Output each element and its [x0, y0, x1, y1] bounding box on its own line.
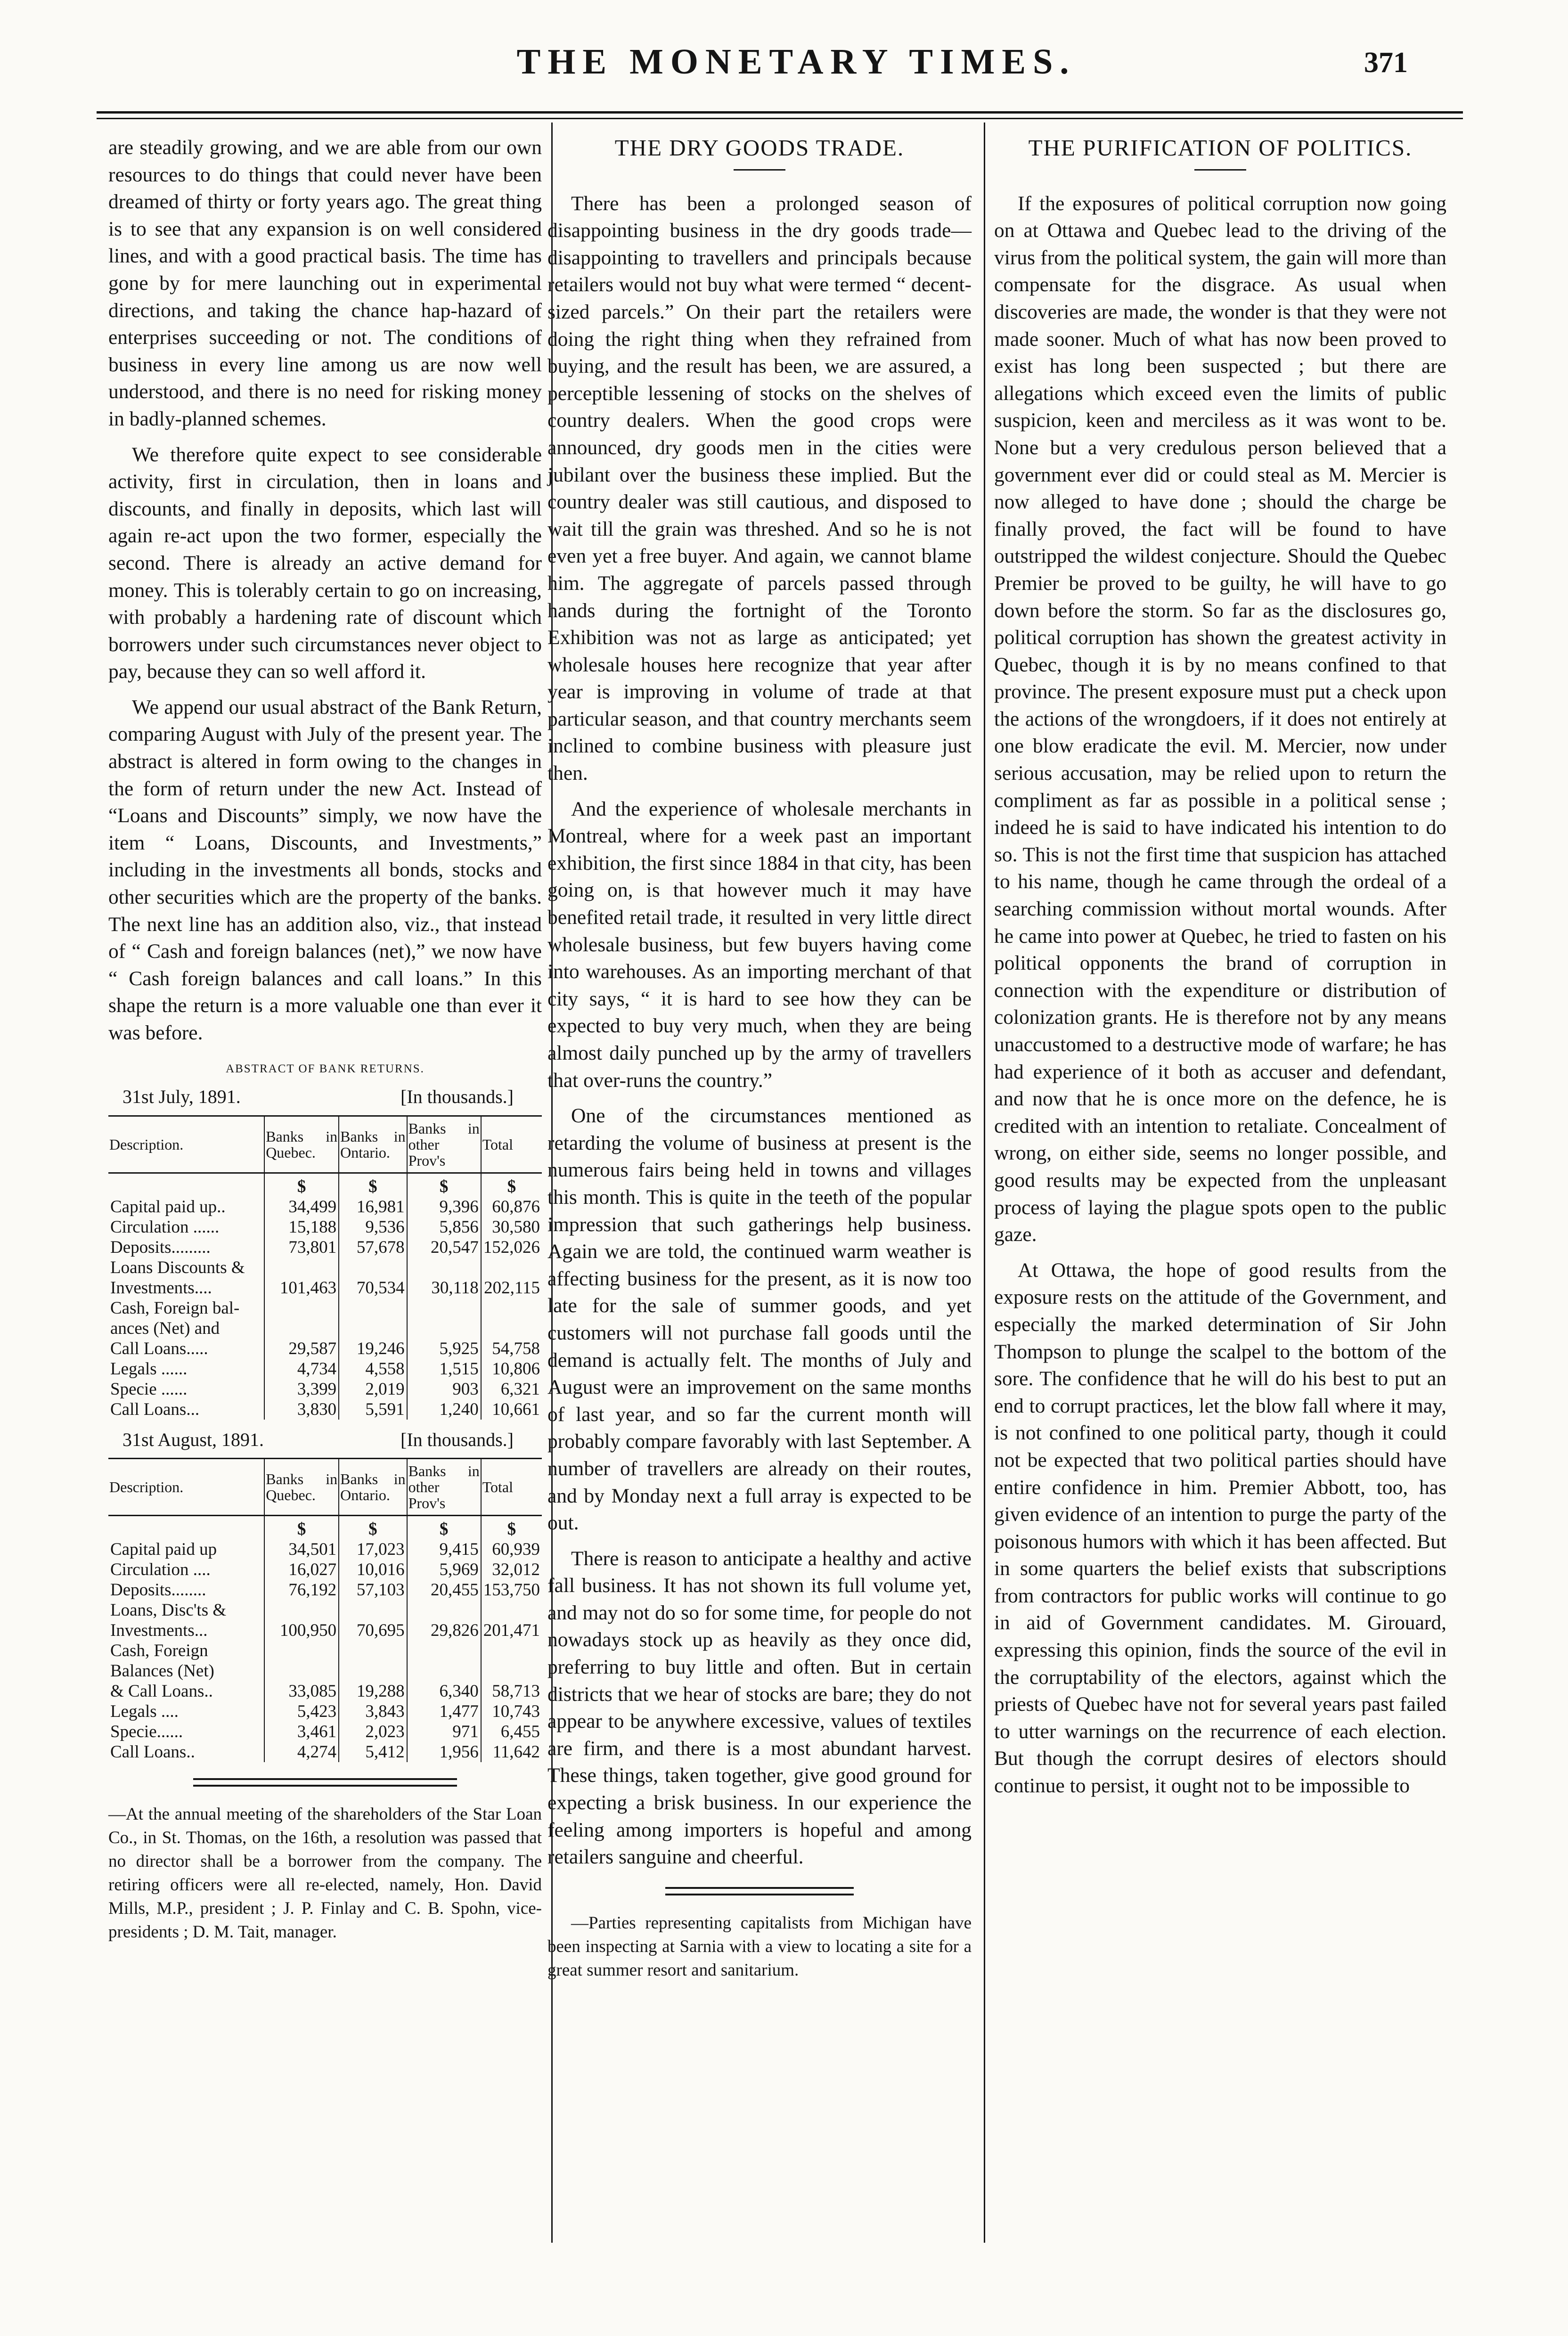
table-header-quebec: Banks in Quebec. — [264, 1116, 339, 1173]
table-cell — [264, 1641, 339, 1661]
table-1-caption — [108, 1083, 542, 1111]
table-cell: 32,012 — [481, 1560, 542, 1580]
table-unit-cell: $ — [264, 1173, 339, 1197]
table-row-label: ances (Net) and — [110, 1318, 220, 1338]
table-row — [108, 1681, 542, 1701]
table-row — [108, 1237, 542, 1258]
table-row — [108, 1258, 542, 1278]
table-cell: 3,399 — [264, 1379, 339, 1399]
table-cell: 2,023 — [339, 1722, 407, 1742]
table-body — [108, 1516, 542, 1763]
table-cell: 20,455 — [407, 1580, 481, 1600]
table-cell: 3,461 — [264, 1722, 339, 1742]
table-cell: 6,455 — [481, 1722, 542, 1742]
table-cell: 76,192 — [264, 1580, 339, 1600]
table-cell: 60,876 — [481, 1197, 542, 1217]
table-cell: 30,118 — [407, 1278, 481, 1298]
page-number: 371 — [1364, 47, 1408, 79]
col1-footnote: —At the annual meeting of the shareholders of the Star Loan Co., in St. Thomas, on the 16th, a resolution was passed that no director shall be a borrower from the company. The retiring officers were all re-elected, namely, Hon. David Mills, M.P., president ; J. P. Finlay and C. B. Spohn, vice-presidents ; D. M. Tait, manager. — [108, 1805, 542, 1942]
table-row — [108, 1217, 542, 1237]
table-header-ontario: Banks in Ontario. — [339, 1116, 407, 1173]
col1-paragraph: We append our usual abstract of the Bank Return, comparing August with July of the present year. The abstract is altered in form owing to the changes in the form of return under the new Act. Instead of “Loans and Discounts” simply, we now have the item “ Loans, Discounts, and Investments,” including in the investments all bonds, stocks and other securities which are the property of the banks. The next line has an addition also, viz., that instead of “ Cash and foreign balances (net),” we now have “ Cash foreign balances and call loans.” In this shape the return is a more valuable one than ever it was before. — [108, 695, 542, 1044]
table-header-total: Total — [481, 1116, 542, 1173]
table-cell: 3,830 — [264, 1399, 339, 1420]
table-cell: 10,016 — [339, 1560, 407, 1580]
table-cell — [407, 1661, 481, 1681]
table-1-date: 31st July, 1891. — [122, 1086, 241, 1108]
table-row — [108, 1359, 542, 1379]
table-cell — [481, 1258, 542, 1278]
table-row — [108, 1560, 542, 1580]
table-unit-cell: $ — [407, 1516, 481, 1540]
table-cell — [407, 1641, 481, 1661]
table-cell: 20,547 — [407, 1237, 481, 1258]
table-cell — [264, 1318, 339, 1339]
table-2-date: 31st August, 1891. — [122, 1429, 264, 1450]
table-cell: 10,743 — [481, 1701, 542, 1722]
table-cell — [339, 1641, 407, 1661]
table-cell — [264, 1600, 339, 1620]
table-row-label: & Call Loans.. — [110, 1682, 213, 1701]
table-cell: 29,587 — [264, 1339, 339, 1359]
table-cell: 34,501 — [264, 1539, 339, 1560]
table-cell — [407, 1600, 481, 1620]
table-cell: 58,713 — [481, 1681, 542, 1701]
table-cell: 10,806 — [481, 1359, 542, 1379]
table-cell — [407, 1318, 481, 1339]
table-row — [108, 1661, 542, 1681]
col1-paragraph: are steadily growing, and we are able from our own resources to do things that could never have been dreamed of thirty or forty years ago. The great thing is to see that any expansion is on well considered lines, and with a good practical basis. The time has gone by for mere launching out in experimental directions, and taking the chance hap-hazard of enterprises succeeding or not. The conditions of business in every line among us are now well understood, and there is no need for risking money in badly-planned schemes. — [108, 136, 542, 430]
table-cell: 57,678 — [339, 1237, 407, 1258]
headline-purification: THE PURIFICATION OF POLITICS. — [1028, 135, 1413, 161]
table-row-label: Deposits......... — [110, 1237, 211, 1257]
col2-paragraph: One of the circumstances mentioned as retarding the volume of business at present is the numerous fairs being held in towns and villages this month. This is quite in the teeth of the popular impression that such gatherings help business. Again we are told, the continued warm weather is affecting business for the present, as it is now too late for the sale of summer goods, and yet customers will not purchase fall goods until the demand is actually felt. The months of July and August were an improvement on the same months of last year, and so far the current month will probably compare favorably with last September. A number of travellers are already on their routes, and by Monday next a full array is expected to be out. — [547, 1104, 972, 1535]
col2-paragraph: And the experience of wholesale merchants in Montreal, where for a week past an important exhibition, the first since 1884 in that city, has been going on, is that however much it may have benefited retail trade, it resulted in very little direct wholesale business, but few buyers having come into warehouses. As an importing merchant of that city says, “ it is hard to see how they can be expected to buy very much, when they are being almost daily punched up by the army of travellers that over-runs the country.” — [547, 797, 972, 1092]
table-row-label: Specie...... — [110, 1722, 183, 1742]
table-row — [108, 1399, 542, 1420]
masthead-rule-top — [97, 111, 1463, 114]
table-row-label: Circulation ...... — [110, 1217, 220, 1237]
table-cell: 19,288 — [339, 1681, 407, 1701]
abstract-title: ABSTRACT OF BANK RETURNS. — [226, 1062, 425, 1075]
table-row-label: Capital paid up.. — [110, 1197, 226, 1217]
table-row — [108, 1339, 542, 1359]
table-cell: 54,758 — [481, 1339, 542, 1359]
table-header-quebec: Banks in Quebec. — [264, 1459, 339, 1516]
table-unit-cell: $ — [407, 1173, 481, 1197]
table-row — [108, 1722, 542, 1742]
table-cell — [339, 1600, 407, 1620]
bank-return-table-july — [108, 1115, 542, 1420]
table-cell: 971 — [407, 1722, 481, 1742]
table-cell: 29,826 — [407, 1620, 481, 1641]
table-header-total: Total — [481, 1459, 542, 1516]
table-unit-cell — [108, 1173, 264, 1197]
table-cell — [339, 1318, 407, 1339]
table-row — [108, 1580, 542, 1600]
table-row-label: Investments.... — [110, 1278, 212, 1298]
table-cell: 5,591 — [339, 1399, 407, 1420]
table-2-caption — [108, 1426, 542, 1454]
table-cell — [264, 1298, 339, 1318]
table-cell: 3,843 — [339, 1701, 407, 1722]
table-cell: 9,396 — [407, 1197, 481, 1217]
table-row-label: Call Loans..... — [110, 1339, 208, 1358]
table-cell: 4,734 — [264, 1359, 339, 1379]
table-cell: 1,240 — [407, 1399, 481, 1420]
table-cell — [407, 1258, 481, 1278]
table-cell: 10,661 — [481, 1399, 542, 1420]
table-cell: 70,695 — [339, 1620, 407, 1641]
table-row — [108, 1197, 542, 1217]
column-2 — [547, 134, 972, 1991]
table-cell: 1,515 — [407, 1359, 481, 1379]
table-row — [108, 1278, 542, 1298]
table-unit-cell: $ — [339, 1173, 407, 1197]
table-row-label: Loans Discounts & — [110, 1258, 245, 1277]
table-cell: 70,534 — [339, 1278, 407, 1298]
table-cell: 6,321 — [481, 1379, 542, 1399]
headline-rule — [1194, 169, 1246, 171]
table-cell — [481, 1600, 542, 1620]
table-header-ontario: Banks in Ontario. — [339, 1459, 407, 1516]
table-row — [108, 1641, 542, 1661]
table-row-label: Legals ...... — [110, 1359, 188, 1379]
table-cell — [339, 1298, 407, 1318]
table-cell: 5,969 — [407, 1560, 481, 1580]
table-header-description: Description. — [108, 1116, 264, 1173]
table-cell: 4,558 — [339, 1359, 407, 1379]
section-divider — [193, 1778, 457, 1787]
table-cell: 16,027 — [264, 1560, 339, 1580]
table-cell: 30,580 — [481, 1217, 542, 1237]
table-cell: 19,246 — [339, 1339, 407, 1359]
table-row-label: Call Loans.. — [110, 1742, 195, 1762]
table-cell: 11,642 — [481, 1742, 542, 1762]
table-cell — [481, 1641, 542, 1661]
table-row-label: Capital paid up — [110, 1540, 217, 1560]
table-2-units-note: [In thousands.] — [400, 1429, 514, 1450]
table-row-label: Cash, Foreign bal- — [110, 1298, 240, 1318]
table-row — [108, 1318, 542, 1339]
table-cell: 57,103 — [339, 1580, 407, 1600]
table-cell: 16,981 — [339, 1197, 407, 1217]
table-unit-cell: $ — [339, 1516, 407, 1540]
table-cell: 17,023 — [339, 1539, 407, 1560]
table-cell: 2,019 — [339, 1379, 407, 1399]
table-cell: 9,415 — [407, 1539, 481, 1560]
headline-dry-goods: THE DRY GOODS TRADE. — [614, 135, 905, 161]
col2-paragraph: There has been a prolonged season of disappointing business in the dry goods trade—disappointing to travellers and principals because retailers would not buy what were termed “ decent-sized parcels.” On their part the retailers were doing the right thing when they refrained from buying, and the result has been, we are assured, a perceptible lessening of stocks on the shelves of country dealers. When the good crops were announced, dry goods men in the cities were jubilant over the business these implied. But the country dealer was still cautious, and disposed to wait till the grain was threshed. And so he is not even yet a free buyer. And again, we cannot blame him. The aggregate of parcels passed through hands during the fortnight of the Toronto Exhibition was not as large as anticipated; yet wholesale houses here recognize that year after year is improving in volume of trade at that particular season, and that country merchants seem inclined to combine business with pleasure just then. — [547, 192, 972, 785]
table-cell: 6,340 — [407, 1681, 481, 1701]
table-header-other-provs: Banks in other Prov's — [407, 1116, 481, 1173]
table-cell — [481, 1298, 542, 1318]
table-row-label: Balances (Net) — [110, 1661, 214, 1681]
table-1-units-note: [In thousands.] — [400, 1086, 514, 1108]
table-cell: 101,463 — [264, 1278, 339, 1298]
table-units-row — [108, 1173, 542, 1197]
col3-paragraph: At Ottawa, the hope of good results from the exposure rests on the attitude of the Government, and especially the marked determination of Sir John Thompson to plunge the scalpel to the bottom of the sore. The confidence that he will do his best to put an end to corrupt practices, let the blow fall where it may, is not confined to one political party, though it could not be expected that two political parties should have entire confidence in him. Premier Abbott, too, has given evidence of an intention to purge the party of the poisonous humors with which it has been affected. But in some quarters the belief exists that subscriptions from contractors for public works will continue to go in aid of Government candidates. M. Girouard, expressing this opinion, finds the source of the evil in the corruptability of the electors, against which the priests of Quebec have not for several years past failed to utter warnings on the recurrence of each election. But though the corrupt desires of electors should continue to persist, it ought not to be impossible to — [994, 1258, 1446, 1797]
table-row — [108, 1298, 542, 1318]
table-cell: 1,956 — [407, 1742, 481, 1762]
table-cell — [264, 1661, 339, 1681]
table-cell: 33,085 — [264, 1681, 339, 1701]
table-row — [108, 1742, 542, 1762]
table-row — [108, 1701, 542, 1722]
table-cell: 5,412 — [339, 1742, 407, 1762]
table-unit-cell: $ — [481, 1173, 542, 1197]
table-unit-cell — [108, 1516, 264, 1540]
table-row-label: Specie ...... — [110, 1379, 188, 1399]
table-cell — [339, 1258, 407, 1278]
table-cell: 73,801 — [264, 1237, 339, 1258]
section-divider — [665, 1887, 854, 1895]
table-row-label: Call Loans... — [110, 1399, 200, 1419]
table-cell: 15,188 — [264, 1217, 339, 1237]
table-cell: 34,499 — [264, 1197, 339, 1217]
table-cell: 202,115 — [481, 1278, 542, 1298]
table-body — [108, 1173, 542, 1420]
table-cell: 5,856 — [407, 1217, 481, 1237]
table-unit-cell: $ — [264, 1516, 339, 1540]
table-cell: 9,536 — [339, 1217, 407, 1237]
table-row — [108, 1539, 542, 1560]
table-row — [108, 1379, 542, 1399]
table-cell: 4,274 — [264, 1742, 339, 1762]
table-cell: 1,477 — [407, 1701, 481, 1722]
column-1 — [108, 134, 542, 1952]
column-rule-2 — [984, 123, 985, 2243]
table-row — [108, 1600, 542, 1620]
table-cell — [339, 1661, 407, 1681]
table-row-label: Cash, Foreign — [110, 1641, 208, 1661]
table-row-label: Deposits........ — [110, 1580, 206, 1600]
headline-rule — [734, 169, 785, 171]
table-row-label: Legals .... — [110, 1702, 179, 1722]
table-cell — [481, 1661, 542, 1681]
table-header-other-provs: Banks in other Prov's — [407, 1459, 481, 1516]
table-row-label: Investments... — [110, 1621, 208, 1641]
table-cell: 5,423 — [264, 1701, 339, 1722]
table-cell: 152,026 — [481, 1237, 542, 1258]
table-cell: 201,471 — [481, 1620, 542, 1641]
col3-paragraph: If the exposures of political corruption now going on at Ottawa and Quebec lead to the driving of the virus from the political system, the gain will more than compensate for the disgrace. As usual when discoveries are made, the wonder is that they were not made sooner. Much of what has now been proved to exist has long been suspected ; but there are allegations which exceed even the limits of public suspicion, keen and merciless as it was wont to be. None but a very credulous person believed that a government ever did or could steal as M. Mercier is now alleged to have done ; should the charge be finally proved, the fact will be found to have outstripped the wildest conjecture. Should the Quebec Premier be proved to be guilty, he will have to go down before the storm. So far as the disclosures go, political corruption has shown the greatest activity in Quebec, though it is by no means confined to that province. The present exposure must put a check upon the actions of the wrongdoers, if it does not entirely at one blow eradicate the evil. M. Mercier, now under serious accusation, may be relied upon to return the compliment as far as possible in a political sense ; indeed he is said to have indicated his intention to do so. This is not the first time that suspicion has attached to his name, though he came through the ordeal of a searching commission without mortal wounds. After he came into power at Quebec, he tried to fasten on his political opponents the brand of corruption in connection with the expenditure or distribution of colonization grants. He is therefore not by any means unaccustomed to a destructive mode of warfare; he has had experience of it both as accuser and defendant, and now that he is once more on the defence, he is credited with an intention to retaliate. Concealment of wrong, on either side, seems no longer possible, and good results may be expected from the unpleasant process of laying the plague spots open to the public gaze. — [994, 192, 1446, 1246]
table-cell — [481, 1318, 542, 1339]
table-row-label: Loans, Disc'ts & — [110, 1601, 227, 1620]
bank-return-table-august — [108, 1458, 542, 1762]
masthead-rule-bottom — [97, 118, 1463, 119]
column-3 — [994, 134, 1446, 1808]
masthead-title: THE MONETARY TIMES. — [516, 42, 1076, 82]
table-row-label: Circulation .... — [110, 1560, 211, 1580]
table-cell: 153,750 — [481, 1580, 542, 1600]
col1-paragraph: We therefore quite expect to see considerable activity, first in circulation, then in loans and discounts, and finally in deposits, which last will again re-act upon the two former, especially the second. There is already an active demand for money. This is tolerably certain to go on increasing, with probably a hardening rate of discount which borrowers under such circumstances never object to pay, because they can so well afford it. — [108, 443, 542, 683]
table-cell: 60,939 — [481, 1539, 542, 1560]
col2-footnote: —Parties representing capitalists from Michigan have been inspecting at Sarnia with a view to locating a site for a great summer resort and sanitarium. — [547, 1913, 972, 1980]
table-cell — [407, 1298, 481, 1318]
table-units-row — [108, 1516, 542, 1540]
table-cell: 5,925 — [407, 1339, 481, 1359]
col2-paragraph: There is reason to anticipate a healthy and active fall business. It has not shown its full volume yet, and may not do so for some time, for people do not nowadays stock up as heavily as they once did, preferring to buy little and often. But in certain districts that we hear of stocks are bare; they do not appear to be anywhere excessive, values of textiles are firm, and there is a most abundant harvest. These things, taken together, give good ground for expecting a brisk business. In our experience the feeling among importers is hopeful and among retailers sanguine and cheerful. — [547, 1547, 972, 1869]
table-header-description: Description. — [108, 1459, 264, 1516]
table-cell: 100,950 — [264, 1620, 339, 1641]
table-row — [108, 1620, 542, 1641]
table-cell — [264, 1258, 339, 1278]
table-cell: 903 — [407, 1379, 481, 1399]
table-unit-cell: $ — [481, 1516, 542, 1540]
